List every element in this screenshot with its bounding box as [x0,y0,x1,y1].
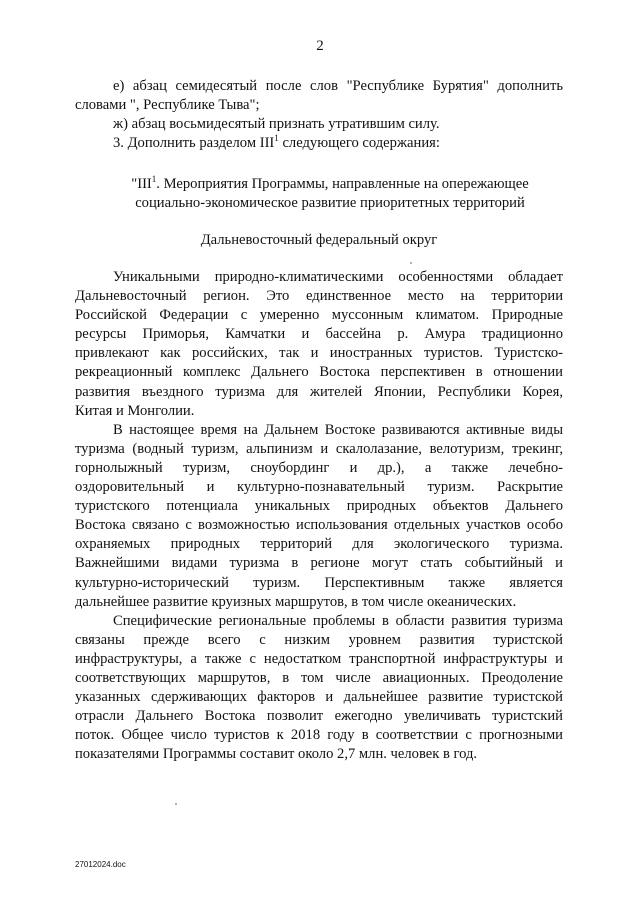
paragraphs [75,268,563,764]
item3-text: 3. Дополнить разделом III [113,135,275,152]
text-line: поток. Общее число туристов к 2018 году в соответствии с прогнозными [75,727,563,744]
section-title-open: "III [131,176,152,192]
amendment-e-line1: е) абзац семидесятый после слов "Республике Бурятия" дополнить [113,78,563,94]
text-line: культурно-исторический туризм. Перспективным также является [75,574,563,591]
amendment-e-line2: словами ", Республике Тыва"; [75,97,260,114]
text-line: соответствующих маршрутов, в том числе авиационных. Преодоление [75,669,563,686]
text-line: охраняемых природных территорий для экологического туризма. [75,536,563,553]
item3-superscript: 1 [274,133,279,144]
text-line: Российской Федерации с умеренно муссонным климатом. Природные [75,307,563,324]
text-line: развития въездного туризма для жителей Японии, Республики Корея, [75,383,563,400]
text-line: горнолыжный туризм, сноубординг и др.), а также лечебно- [75,459,563,476]
text-line: ресурсы Приморья, Камчатки и бассейна р. Амура традиционно [75,326,563,343]
text-line: Специфические региональные проблемы в области развития туризма [113,612,563,629]
section-title-superscript: 1 [151,174,157,185]
item3-text-end: следующего содержания: [278,135,440,152]
text-line: связаны прежде всего с низким уровнем развития туристской [75,631,563,648]
text-line: Китая и Монголии. [75,402,195,419]
text-line: оздоровительный и культурно-познавательный туризм. Раскрытие [75,479,563,496]
text-line: Востока связано с возможностью использования отдельных участков особо [75,517,563,534]
file-name-footer: 27012024.doc [75,860,126,869]
text-line: отрасли Дальнего Востока позволит ежегодно увеличивать туристский [75,708,563,725]
text-line: привлекают как российских, так и иностранных туристов. Туристско- [75,345,563,362]
section-title-line1 [105,175,555,194]
section-subtitle: Дальневосточный федеральный округ [200,232,438,248]
page-number: 2 [316,38,324,54]
text-line: туристского потенциала уникальных природных объектов Дальнего [75,498,563,515]
scan-speck [175,803,177,805]
text-line: показателями Программы составит около 2,7 млн. человек в год. [75,746,478,763]
amendment-zh: ж) абзац восьмидесятый признать утратившим силу. [113,116,440,133]
section-title-line1-rest: . Мероприятия Программы, направленные на опережающее [156,176,529,192]
text-line: Дальневосточный регион. Это единственное место на территории [75,288,563,305]
paragraph [75,421,563,612]
text-line: В настоящее время на Дальнем Востоке развиваются активные виды [113,421,563,438]
scan-speck [410,262,412,264]
text-line: дальнейшее развитие круизных маршрутов, в том числе океанических. [75,593,517,610]
text-line: указанных сдерживающих факторов и дальнейшее развитие туристской [75,689,563,706]
paragraph [75,268,563,421]
body-text [75,268,563,764]
section-title-line2: социально-экономическое развитие приоритетных территорий [135,195,525,212]
paragraph [75,612,563,765]
text-line: инфраструктуры, а также с недостатком транспортной инфраструктуры и [75,650,563,667]
amendments-block [75,77,563,153]
text-line: рекреационный комплекс Дальнего Востока перспективен в отношении [75,364,563,381]
text-line: туризма (водный туризм, альпинизм и скалолазание, велотуризм, трекинг, [75,440,563,457]
section-title [105,175,555,213]
text-line: Важнейшими видами туризма в регионе могут стать событийный и [75,555,563,572]
text-line: Уникальными природно-климатическими особенностями обладает [113,269,563,285]
amendment-item3 [75,134,563,153]
